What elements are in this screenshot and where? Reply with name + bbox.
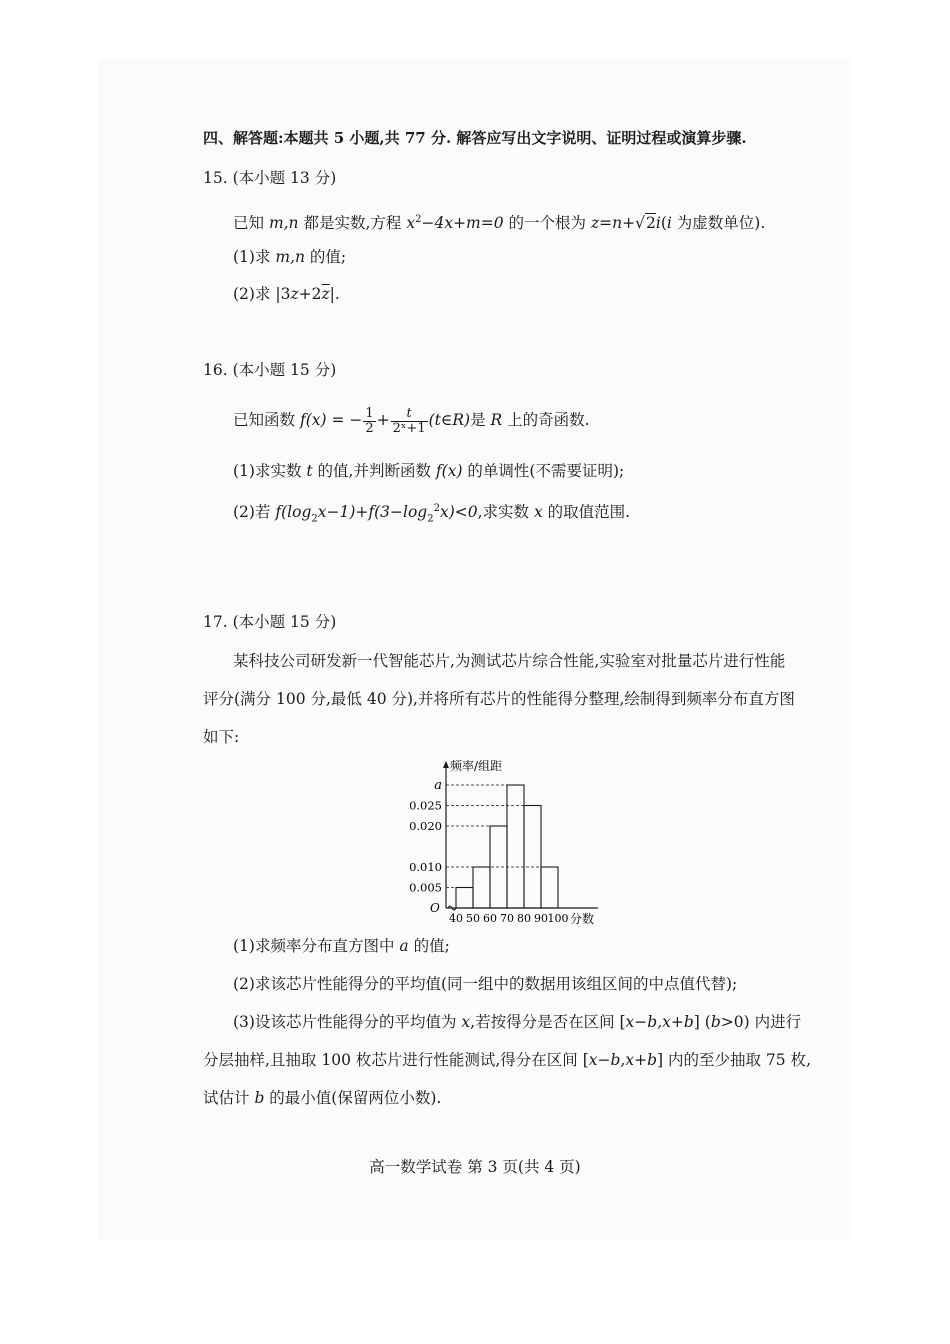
q17-part3-line3-end: 的最小值(保留两位小数). [264,1089,442,1107]
x-tick-label: 40 [449,912,463,925]
q16-x: (x) [305,411,327,429]
q15-stem: 已知 m,n 都是实数,方程 $x^2-4x+m=0$ 的一个根为 z=n+√2i(i 为虚数单位). [233,214,766,233]
q17-part3-text3: ] ( [693,1013,711,1031]
q17-part3-line2-interval: x−b,x+b [588,1051,658,1069]
q16-part1-text: (1)求实数 [233,462,307,480]
q15-sqrt: 2 [645,214,656,233]
q15-stem-text: 已知 [233,214,269,233]
q16-frac2 [391,407,428,436]
q17-part3-line3-b: b [254,1089,265,1107]
y-axis-label: 频率/组距 [450,759,503,773]
q17-part3-x: x [461,1013,471,1031]
q15-stem-text2: 都是实数,方程 [298,214,407,233]
q17-part1-a: a [399,937,409,955]
q16-part2 [233,499,630,529]
q17-part3-line1 [233,1012,801,1032]
q15-paren: ( [660,214,667,233]
q17-stem-line3: 如下: [203,728,240,746]
q15-part2-end: |. [329,285,340,303]
q16-stem-text2: 是 [470,411,491,429]
origin-label: O [430,901,440,915]
q17-part3-line2-text: 分层抽样,且抽取 100 枚芯片进行性能测试,得分在区间 [ [203,1051,589,1069]
y-tick-label: 0.010 [409,860,442,874]
q15-part2-plus: +2 [298,285,322,303]
q15-var-mn: m,n [268,214,299,233]
y-tick-label: 0.025 [409,798,442,813]
q17-part3-text2: ,若按得分是否在区间 [ [470,1013,626,1031]
q17-part1-text: (1)求频率分布直方图中 [233,937,400,955]
q16-frac1 [363,407,375,436]
q15-part2-text: (2)求 |3 [233,285,291,303]
q16-R: R [490,411,503,429]
q16-part2-end: 的取值范围. [542,503,631,522]
y-tick-label: a [434,778,442,793]
q17-part3-text4: >0) 内进行 [720,1013,802,1031]
q17-part3-text1: (3)设该芯片性能得分的平均值为 [233,1013,462,1031]
q16-eq: = − [326,411,363,429]
q16-part1-text2: 的值,并判断函数 [312,462,436,480]
q15-header: 15. (本小题 13 分) [203,169,337,187]
histogram-bar [456,888,473,909]
q16-part1-end: 的单调性(不需要证明); [462,462,625,480]
q15-root: z=n+ [590,214,636,233]
q16-part1-t: t [306,462,313,480]
histogram-bar [524,806,541,909]
q15-eq-x: x [406,214,416,233]
q16-part2-expr1: f(log [275,503,312,522]
q17-part1-end: 的值; [408,937,450,955]
x-tick-label: 100 [547,912,569,925]
y-axis-arrow [443,761,449,768]
q16-f: f [299,411,306,429]
q15-part2 [233,284,340,304]
q16-frac2-den: 2ˣ+1 [392,420,426,436]
q15-part1 [233,247,346,267]
q17-part2: (2)求该芯片性能得分的平均值(同一组中的数据用该组区间的中点值代替); [233,975,738,993]
q17-part3-line3-text: 试估计 [203,1089,255,1107]
q15-stem-text3: 的一个根为 [503,214,591,233]
q15-part1-var: m,n [275,248,305,266]
q16-stem-end: 上的奇函数. [502,411,590,429]
q17-part3-line2 [203,1050,811,1070]
page-footer: 高一数学试卷 第 3 页(共 4 页) [369,1158,581,1176]
y-tick-label: 0.020 [409,819,442,833]
x-tick-label: 90 [534,912,548,925]
histogram-bar [473,867,490,908]
q17-stem-line1: 某科技公司研发新一代智能芯片,为测试芯片综合性能,实验室对批量芯片进行性能 [233,652,786,670]
q16-header: 16. (本小题 15 分) [203,361,337,379]
q17-stem-line2: 评分(满分 100 分,最低 40 分),并将所有芯片的性能得分整理,绘制得到频率分布直方图 [203,690,795,708]
q16-part2-expr2: x−1)+f(3−log [317,503,428,522]
x-tick-label: 50 [466,912,480,925]
q16-frac1-num: 1 [365,405,374,421]
frequency-histogram [398,758,608,930]
q15-part2-zbar: $\overline{z}$ [321,285,330,303]
q15-i: i [655,214,661,233]
q17-part3-interval: x−b,x+b [625,1013,694,1031]
q16-stem [233,400,590,440]
q16-frac1-den: 2 [365,420,374,436]
q15-i2: i [666,214,672,233]
q16-part2-sub2: 2 [427,513,434,525]
histogram-bar [541,867,558,908]
x-tick-label: 80 [517,912,531,925]
y-tick-label: 0.005 [409,880,442,895]
q15-stem-end: 为虚数单位). [671,214,766,233]
q17-header: 17. (本小题 15 分) [203,613,337,631]
q17-part1 [233,936,450,956]
q16-part2-x: x [533,503,543,522]
q16-part2-sub1: 2 [311,513,318,525]
q16-stem-text: 已知函数 [233,411,300,429]
q16-part2-text2: ,求实数 [477,503,534,522]
q15-part1-end: 的值; [305,248,347,266]
x-axis-label: 分数 [570,912,595,926]
q17-part3-b: b [710,1013,721,1031]
q16-cond: (t∈R) [428,411,471,429]
x-tick-label: 70 [500,912,514,925]
q16-part2-text: (2)若 [233,503,276,522]
q16-part2-expr3: x)<0 [439,503,478,522]
q16-frac2-num: t [391,407,428,422]
q17-part3-line2-end: ] 内的至少抽取 75 枚, [657,1051,811,1069]
q16-part1-f: f(x) [435,462,463,480]
q16-plus: + [376,411,390,429]
histogram-bar [507,785,524,908]
q15-part2-z: z [290,285,299,303]
x-tick-label: 60 [483,912,497,925]
q16-part2-sup2: 2 [433,503,440,514]
q17-part3-line3 [203,1088,441,1108]
q15-eq-rest: −4x+m=0 [421,214,504,233]
section-heading: 四、解答题:本题共 5 小题,共 77 分. 解答应写出文字说明、证明过程或演算步骤. [203,129,747,147]
q15-part1-text: (1)求 [233,248,276,266]
q16-part1 [233,461,624,481]
